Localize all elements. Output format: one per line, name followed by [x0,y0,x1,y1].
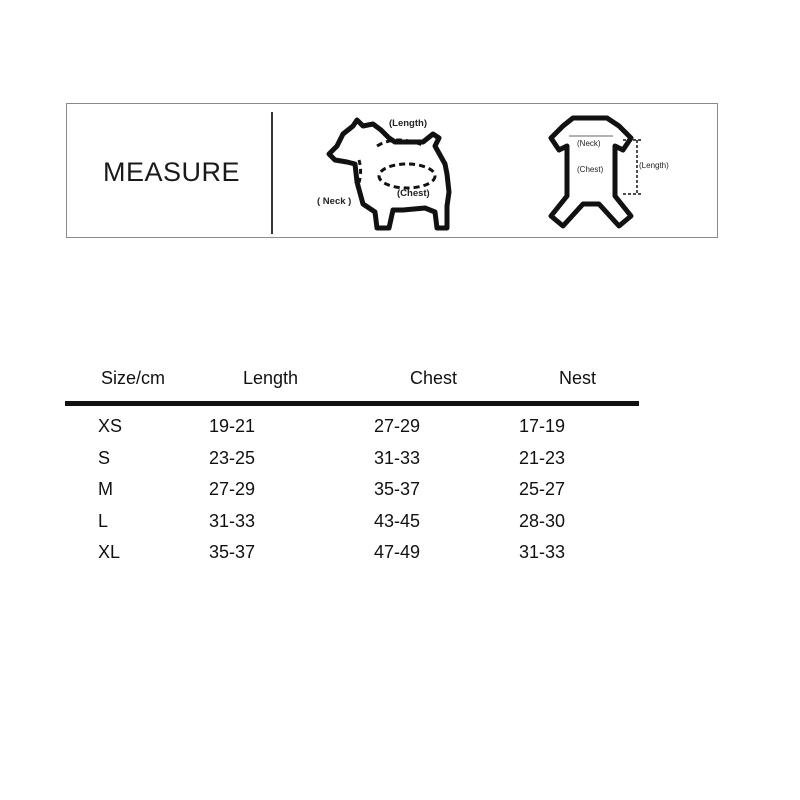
header-chest: Chest [410,368,458,388]
chest-cell: 31-33 [374,447,421,468]
chest-cell: 35-37 [374,479,421,499]
dog-neck-label: ( Neck ) [317,196,352,207]
size-cell: XS [98,416,123,436]
garment-measurement-icon [545,116,705,234]
nest-cell: 28-30 [519,510,566,531]
size-cell: XL [98,542,121,562]
table-row [0,477,800,509]
panel-divider [271,112,273,234]
table-row [0,446,800,478]
length-cell: 35-37 [209,542,256,562]
dog-outline [329,120,449,228]
table-row [0,540,800,572]
nest-cell: 25-27 [519,479,566,499]
table-row [0,414,800,446]
dog-chest-label: (Chest) [397,188,430,199]
nest-cell: 17-19 [519,416,566,436]
chest-cell: 27-29 [374,416,421,436]
length-cell: 31-33 [209,510,256,531]
chest-cell: 43-45 [374,510,421,531]
garment-length-label: (Length) [639,161,669,170]
length-cell: 23-25 [209,447,256,468]
length-cell: 27-29 [209,479,256,499]
size-table-body [0,414,800,572]
garment-chest-label: (Chest) [577,165,604,174]
chest-measure-line [379,164,435,188]
measure-title: MEASURE [103,157,241,187]
garment-neck-label: (Neck) [577,139,601,148]
nest-cell: 21-23 [519,447,566,468]
chest-cell: 47-49 [374,542,421,562]
header-size: Size/cm [101,368,166,388]
size-table-header [0,368,800,392]
dog-measurement-icon [317,112,487,237]
nest-cell: 31-33 [519,542,566,562]
size-cell: S [98,447,111,468]
header-nest: Nest [559,368,597,388]
table-row [0,509,800,541]
dog-length-label: (Length) [389,118,427,129]
measure-panel [66,103,718,238]
size-cell: L [98,510,109,531]
header-length: Length [243,368,299,388]
header-rule [65,401,639,406]
size-cell: M [98,479,113,499]
length-cell: 19-21 [209,416,256,436]
